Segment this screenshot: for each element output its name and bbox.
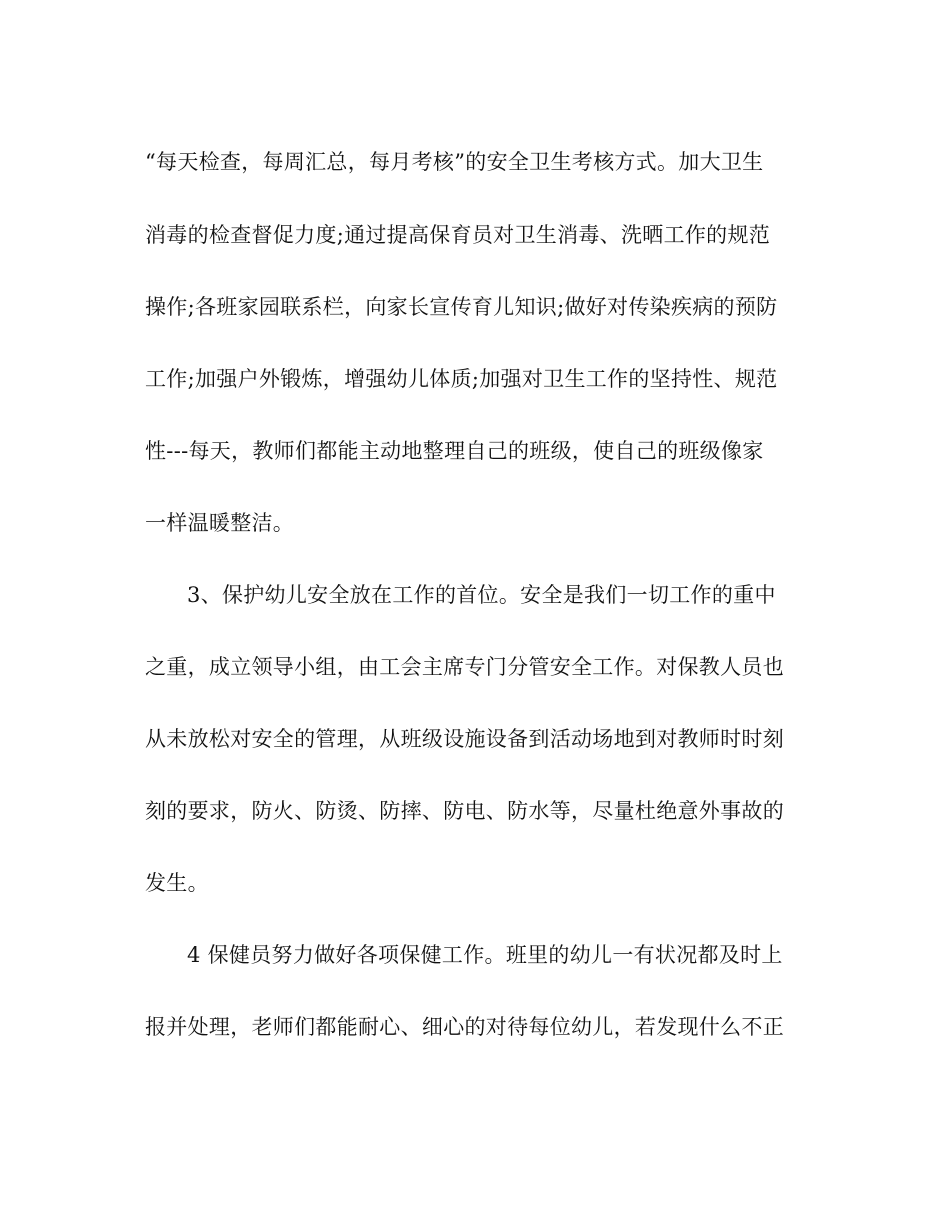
text-line: 操作;各班家园联系栏，向家长宣传育儿知识;做好对传染疾病的预防 xyxy=(145,295,778,319)
text-line: 刻的要求，防火、防烫、防摔、防电、防水等，尽量杜绝意外事故的 xyxy=(145,799,784,823)
text-line: 消毒的检查督促力度;通过提高保育员对卫生消毒、洗晒工作的规范 xyxy=(145,223,771,247)
text-line: 发生。 xyxy=(145,871,209,895)
text-line: 一样温暖整洁。 xyxy=(145,511,295,535)
text-line: 工作;加强户外锻炼，增强幼儿体质;加强对卫生工作的坚持性、规范 xyxy=(145,367,778,391)
paragraph-start-line: 4 保健员努力做好各项保健工作。班里的幼儿一有状况都及时上 xyxy=(187,943,783,967)
text-line: 性---每天，教师们都能主动地整理自己的班级，使自己的班级像家 xyxy=(145,439,764,463)
text-line: 报并处理，老师们都能耐心、细心的对待每位幼儿，若发现什么不正 xyxy=(145,1015,784,1039)
text-line: 之重，成立领导小组，由工会主席专门分管安全工作。对保教人员也 xyxy=(145,655,784,679)
text-line: “每天检查，每周汇总，每月考核”的安全卫生考核方式。加大卫生 xyxy=(145,150,764,174)
text-line: 从未放松对安全的管理，从班级设施设备到活动场地到对教师时时刻 xyxy=(145,727,784,751)
paragraph-start-line: 3、保护幼儿安全放在工作的首位。安全是我们一切工作的重中 xyxy=(187,583,776,607)
